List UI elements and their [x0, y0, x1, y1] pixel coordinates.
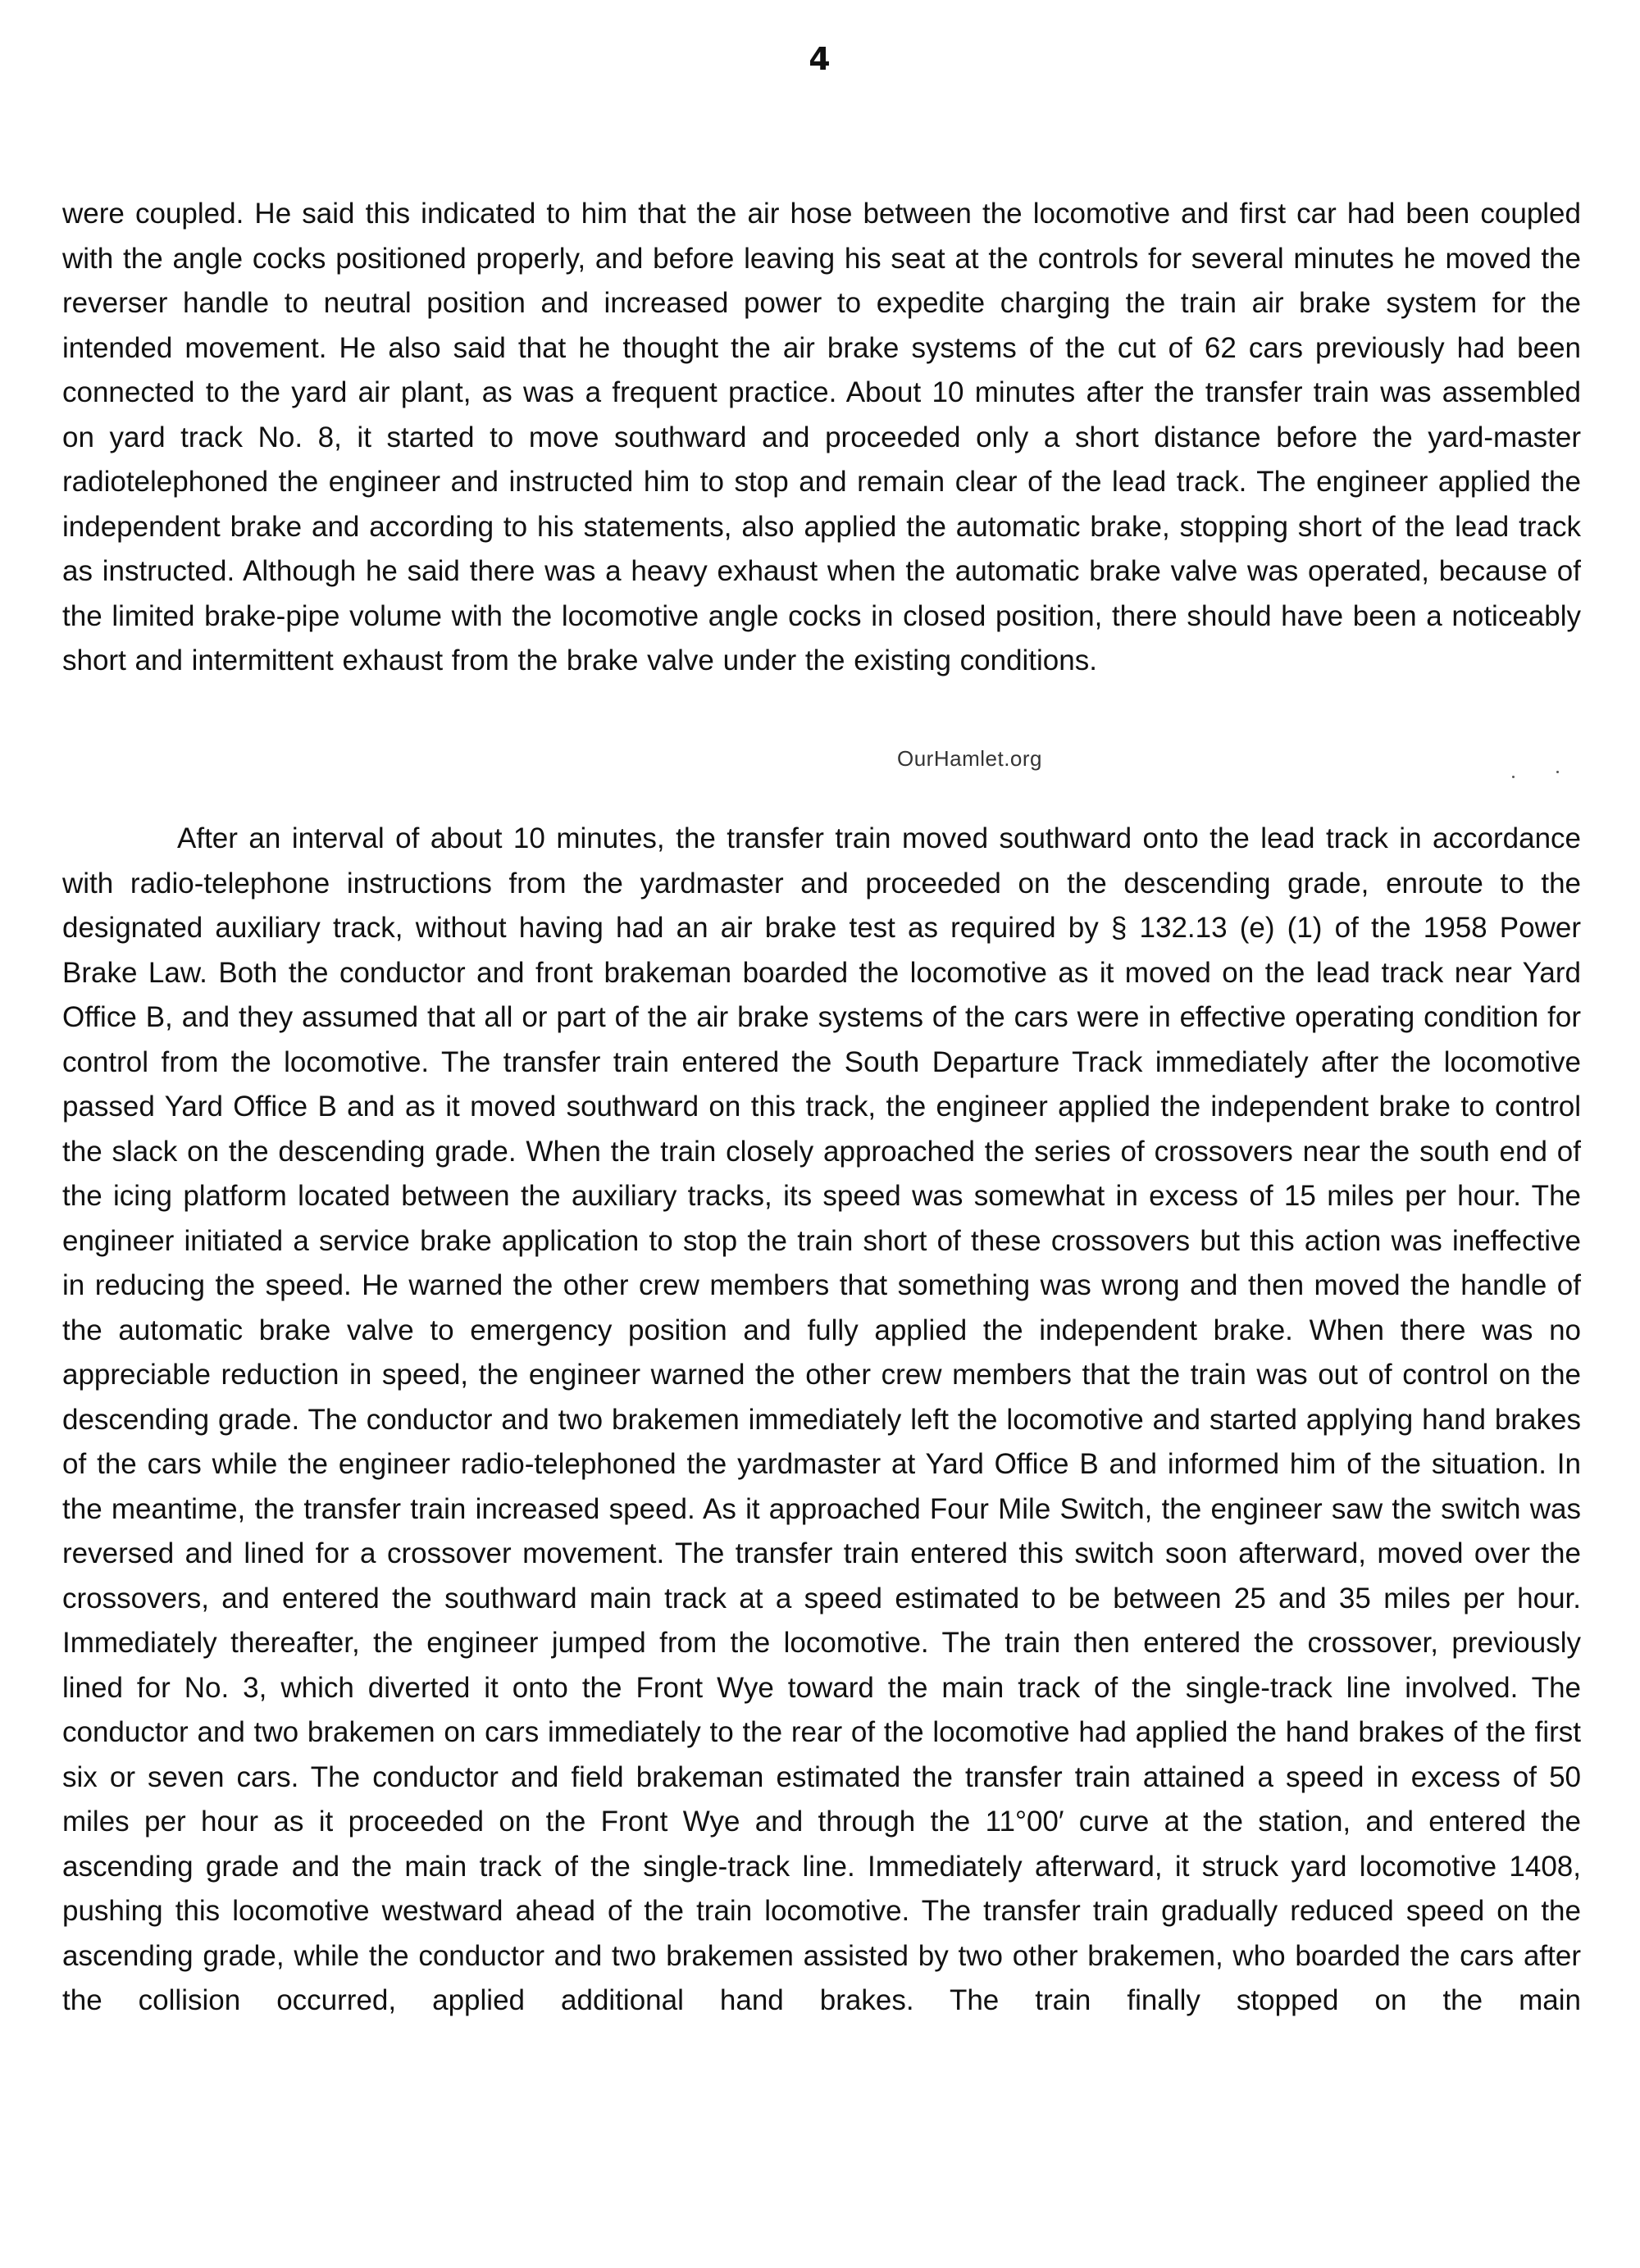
scan-speck — [1556, 771, 1559, 773]
body-paragraph: were coupled. He said this indicated to him that the air hose between the locomotive and first car had been coupled with the angle cocks positioned properly, and before leaving his seat at the controls for several minutes he moved the reverser handle to neutral position and increased power to expedite charging the train air brake system for the intended movement. He also said that he thought the air brake systems of the cut of 62 cars previously had been connected to the yard air plant, as was a frequent practice. About 10 minutes after the transfer train was assembled on yard track No. 8, it started to move southward and proceeded only a short distance before the yard-master radiotelephoned the engineer and instructed him to stop and remain clear of the lead track. The engineer applied the independent brake and according to his statements, also applied the automatic brake, stopping short of the lead track as instructed. Although he said there was a heavy exhaust when the automatic brake valve was operated, because of the limited brake-pipe volume with the locomotive angle cocks in closed position, there should have been a noticeably short and intermittent exhaust from the brake valve under the existing conditions. — [62, 198, 1581, 676]
page-number: 4 — [809, 41, 831, 77]
watermark: OurHamlet.org — [897, 746, 1042, 771]
body-paragraph: After an interval of about 10 minutes, the transfer train moved southward onto the lead track in accordance with radio-telephone instructions from the yardmaster and proceeded on the descending grade, enroute to the designated auxiliary track, without having had an air brake test as required by § 132.13 (e) (1) of the 1958 Power Brake Law. Both the conductor and front brakeman boarded the locomotive as it moved on the lead track near Yard Office B, and they assumed that all or part of the air brake systems of the cars were in effective operating condition for control from the locomotive. The transfer train entered the South Departure Track immediately after the locomotive passed Yard Office B and as it moved southward on this track, the engineer applied the independent brake to control the slack on the descending grade. When the train closely approached the series of crossovers near the south end of the icing platform located between the auxiliary tracks, its speed was somewhat in excess of 15 miles per hour. The engineer initiated a service brake application to stop the train short of these crossovers but this action was ineffective in reducing the speed. He warned the other crew members that something was wrong and then moved the handle of the automatic brake valve to emergency position and fully applied the independent brake. When there was no appreciable reduction in speed, the engineer warned the other crew members that the train was out of control on the descending grade. The conductor and two brakemen immediately left the locomotive and started applying hand brakes of the cars while the engineer radio-telephoned the yardmaster at Yard Office B and informed him of the situation. In the meantime, the transfer train increased speed. As it approached Four Mile Switch, the engineer saw the switch was reversed and lined for a crossover movement. The transfer train entered this switch soon afterward, moved over the crossovers, and entered the southward main track at a speed estimated to be between 25 and 35 miles per hour. Immediately thereafter, the engineer jumped from the locomotive. The train then entered the crossover, previously lined for No. 3, which diverted it onto the Front Wye toward the main track of the single-track line involved. The conductor and two brakemen on cars immediately to the rear of the locomotive had applied the hand brakes of the first six or seven cars. The conductor and field brakeman estimated the transfer train attained a speed in excess of 50 miles per hour as it proceeded on the Front Wye and through the 11°00′ curve at the station, and entered the ascending grade and the main track of the single-track line. Immediately afterward, it struck yard locomotive 1408, pushing this locomotive westward ahead of the train locomotive. The transfer train gradually reduced speed on the ascending grade, while the conductor and two brakemen assisted by two other brakemen, who boarded the cars after the collision occurred, applied additional hand brakes. The train finally stopped on the main — [62, 822, 1581, 2016]
scan-speck — [1512, 776, 1515, 778]
